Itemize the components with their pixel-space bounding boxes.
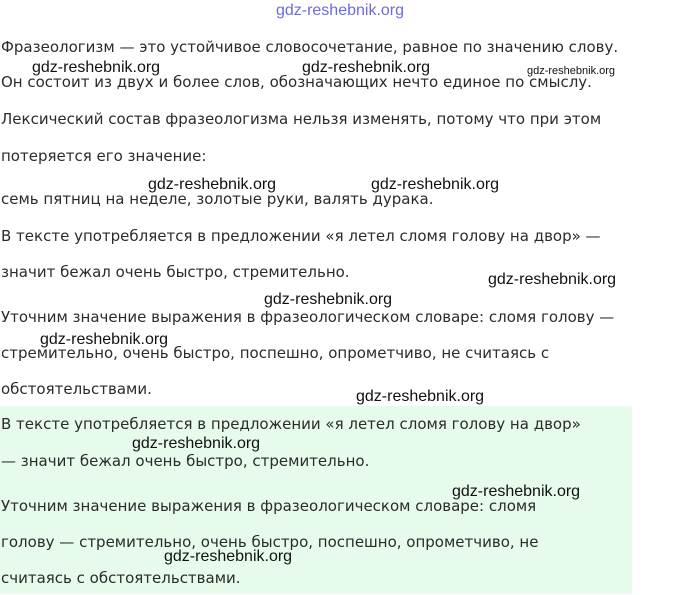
watermark-text: gdz-reshebnik.org (132, 435, 261, 452)
watermark-text: gdz-reshebnik.org (164, 548, 293, 565)
text-line: семь пятниц на неделе, золотые руки, валять дурака. (1, 190, 434, 208)
text-line: значит бежал очень быстро, стремительно. (1, 263, 350, 281)
watermark-text: gdz-reshebnik.org (527, 65, 616, 77)
watermark-text: gdz-reshebnik.org (371, 176, 500, 193)
text-line: В тексте употребляется в предложении «я летел сломя голову на двор» — (1, 227, 601, 245)
highlighted-text-line: Уточним значение выражения в фразеологическом словаре: сломя (1, 497, 537, 515)
watermark-text: gdz-reshebnik.org (302, 59, 431, 76)
highlighted-text-line: В тексте употребляется в предложении «я летел сломя голову на двор» (1, 415, 581, 433)
text-line: Лексический состав фразеологизма нельзя изменять, потому что при этом (1, 110, 602, 128)
text-line: стремительно, очень быстро, поспешно, опрометчиво, не считаясь с (1, 344, 550, 362)
text-line: Он состоит из двух и более слов, обозначающих нечто единое по смыслу. (1, 73, 592, 91)
watermark-text: gdz-reshebnik.org (148, 176, 277, 193)
highlighted-text-line: голову — стремительно, очень быстро, поспешно, опрометчиво, не (1, 533, 539, 551)
highlighted-text-line: считаясь с обстоятельствами. (1, 569, 241, 587)
text-line: потеряется его значение: (1, 147, 207, 165)
watermark-text: gdz-reshebnik.org (488, 271, 617, 288)
watermark-text: gdz-reshebnik.org (40, 331, 169, 348)
watermark-text: gdz-reshebnik.org (32, 59, 161, 76)
text-line: Фразеологизм — это устойчивое словосочетание, равное по значению слову. (1, 38, 619, 56)
highlighted-text-line: — значит бежал очень быстро, стремительно. (1, 452, 370, 470)
watermark-text: gdz-reshebnik.org (452, 483, 581, 500)
text-line: Уточним значение выражения в фразеологическом словаре: сломя голову — (1, 308, 615, 326)
watermark-text: gdz-reshebnik.org (264, 291, 393, 308)
text-line: обстоятельствами. (1, 380, 152, 398)
watermark-text: gdz-reshebnik.org (356, 388, 485, 405)
site-watermark-header: gdz-reshebnik.org (275, 2, 405, 19)
